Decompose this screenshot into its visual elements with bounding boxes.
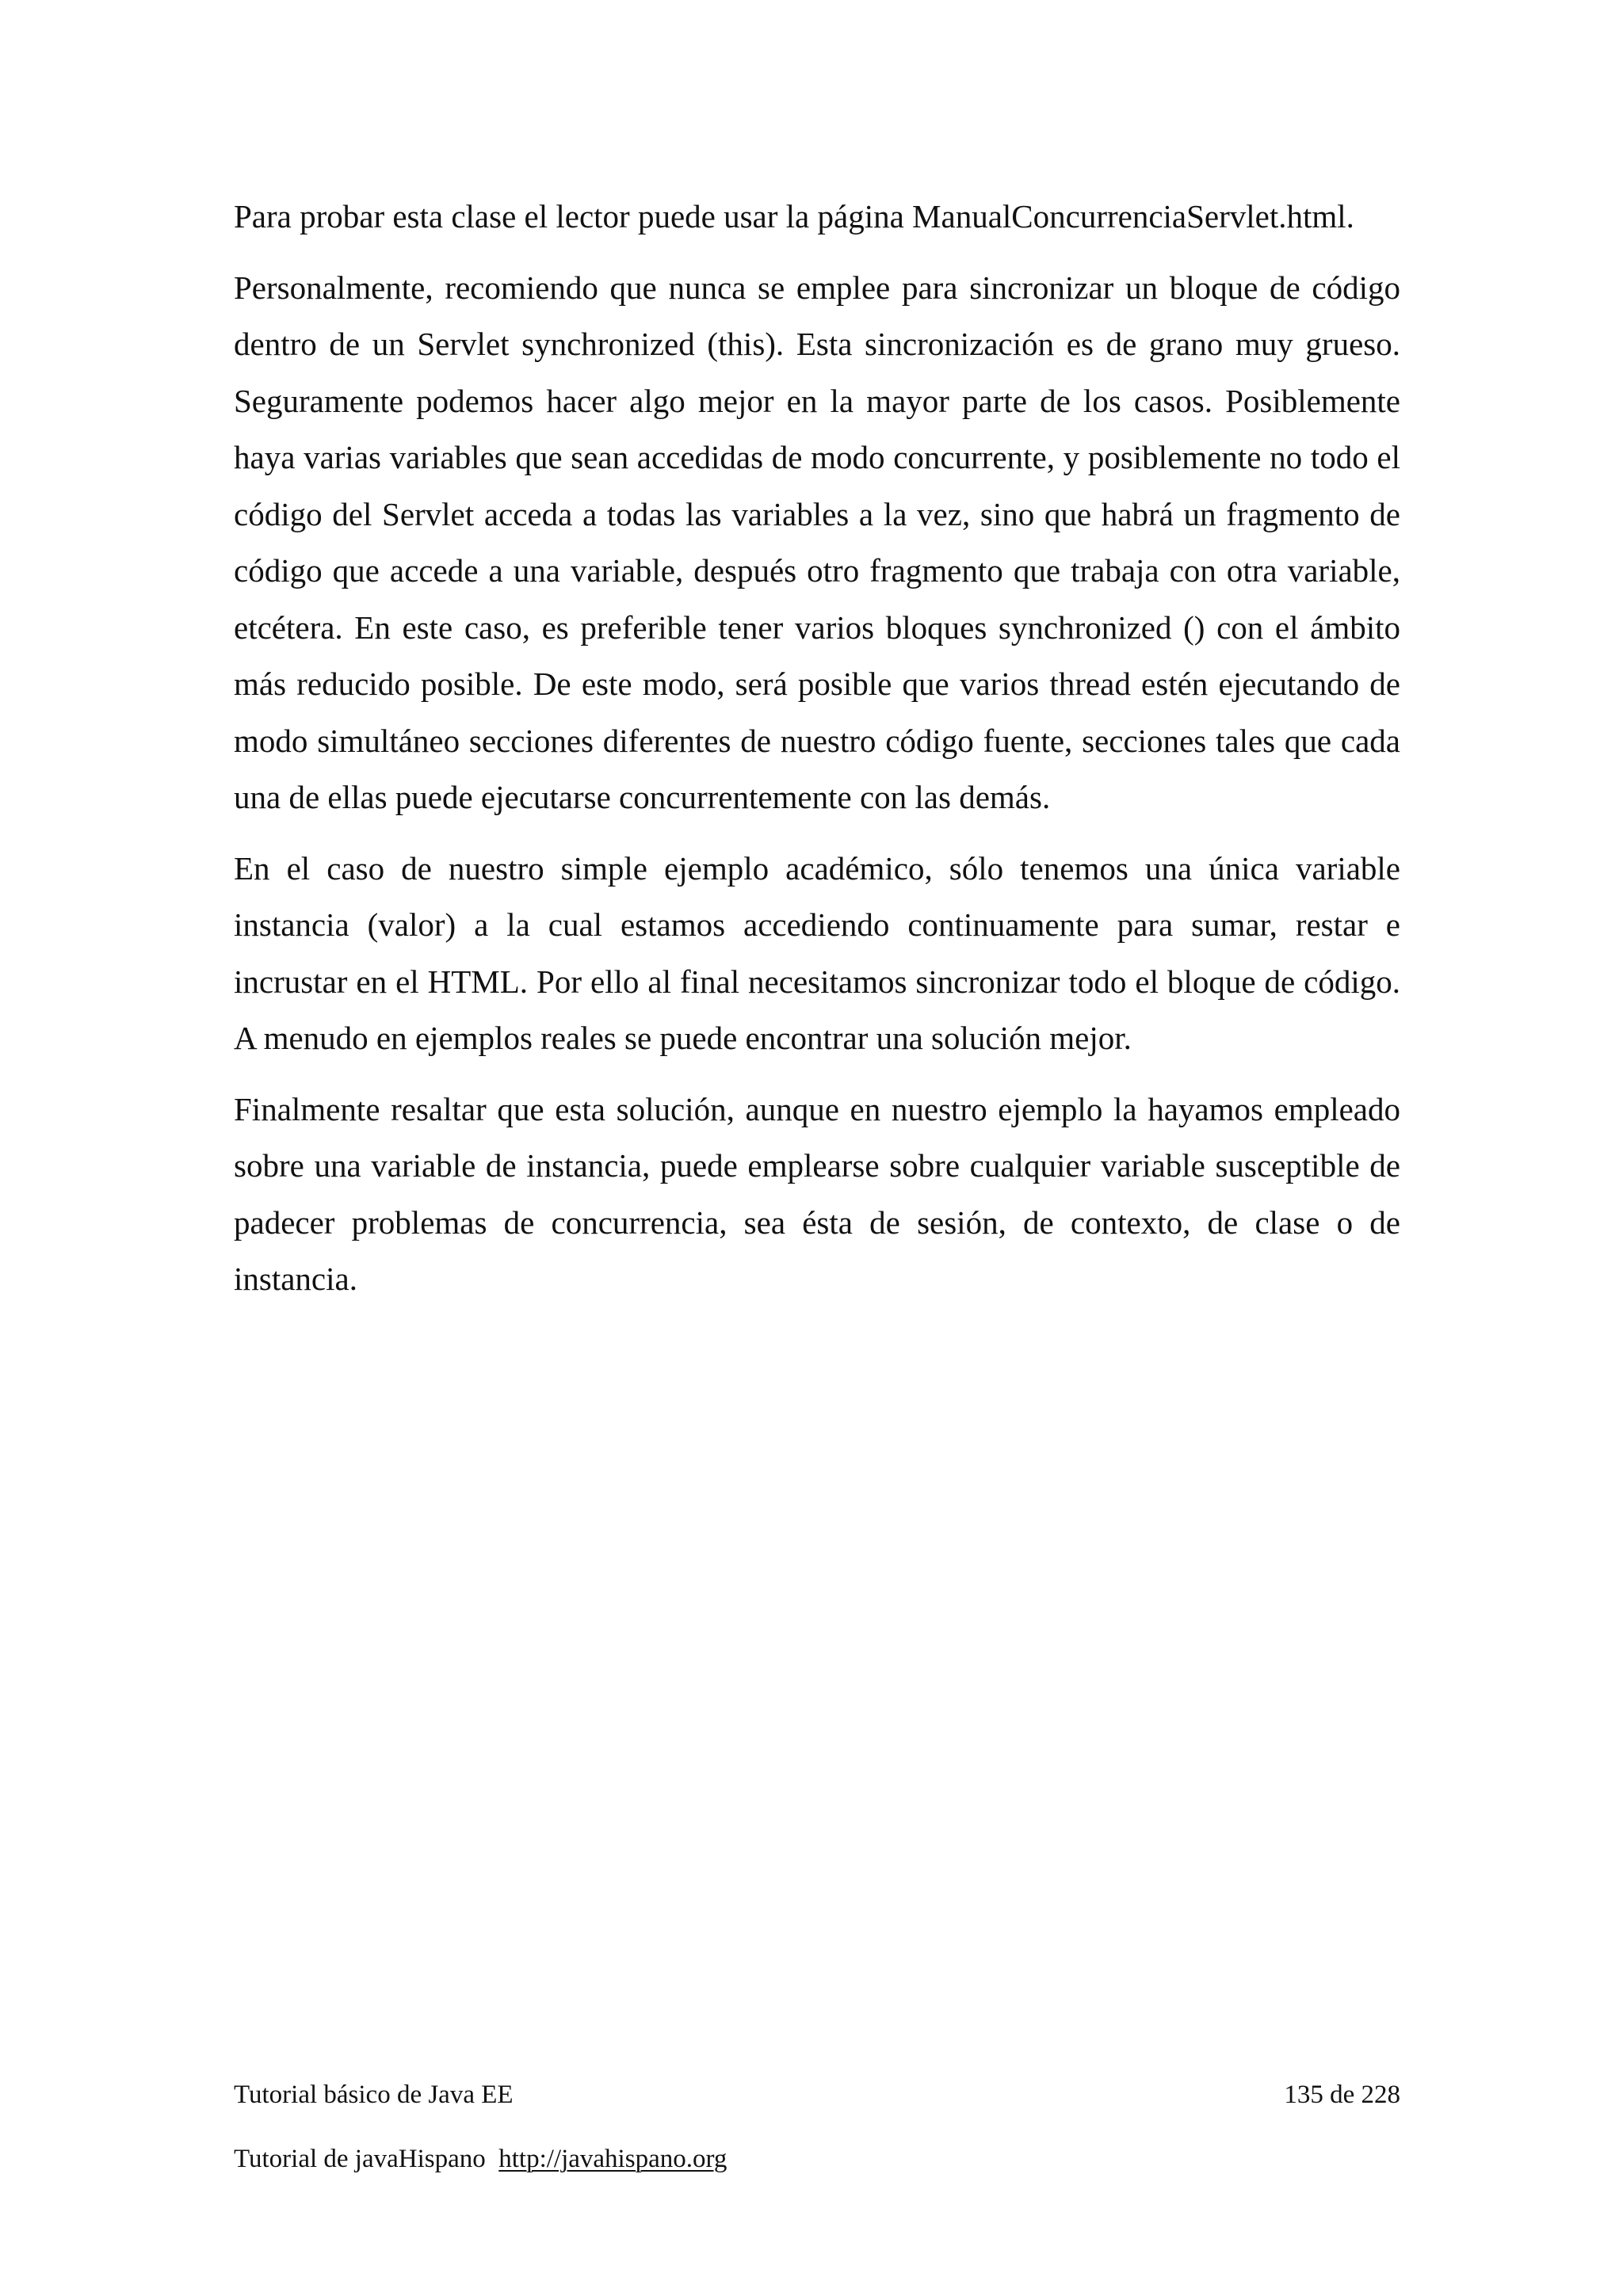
footer-title: Tutorial básico de Java EE [234, 2081, 514, 2109]
footer-credit-line [234, 2142, 727, 2176]
paragraph-4: Finalmente resaltar que esta solución, aunque en nuestro ejemplo la hayamos empleado sobre una variable de instancia, puede emplearse sobre cualquier variable susceptible de padecer problemas de concurrencia, sea ésta de sesión, de contexto, de clase o de instancia. [234, 1090, 1400, 1297]
footer-link[interactable]: http://javahispano.org [498, 2145, 727, 2173]
paragraph-1: Para probar esta clase el lector puede usar la página ManualConcurrenciaServlet.html. [234, 198, 1354, 235]
footer-credit: Tutorial de javaHispano [234, 2145, 486, 2173]
body-text [234, 189, 1400, 1322]
page-number: 135 de 228 [1284, 2081, 1400, 2109]
paragraph-2: Personalmente, recomiendo que nunca se emplee para sincronizar un bloque de código dentro de un Servlet synchronized (this). Esta sincronización es de grano muy grueso. Seguramente podemos hacer algo mejor en la mayor parte de los casos. Posiblemente haya varias variables que sean accedidas de modo concurrente, y posiblemente no todo el código del Servlet acceda a todas las variables a la vez, sino que habrá un fragmento de código que accede a una variable, después otro fragmento que trabaja con otra variable, etcétera. En este caso, es preferible tener varios bloques synchronized () con el ámbito más reducido posible. De este modo, será posible que varios thread estén ejecutando de modo simultáneo secciones diferentes de nuestro código fuente, secciones tales que cada una de ellas puede ejecutarse concurrentemente con las demás. [234, 269, 1400, 815]
paragraph-3: En el caso de nuestro simple ejemplo académico, sólo tenemos una única variable instancia (valor) a la cual estamos accediendo continuamente para sumar, restar e incrustar en el HTML. Por ello al final necesitamos sincronizar todo el bloque de código. A menudo en ejemplos reales se puede encontrar una solución mejor. [234, 849, 1400, 1056]
